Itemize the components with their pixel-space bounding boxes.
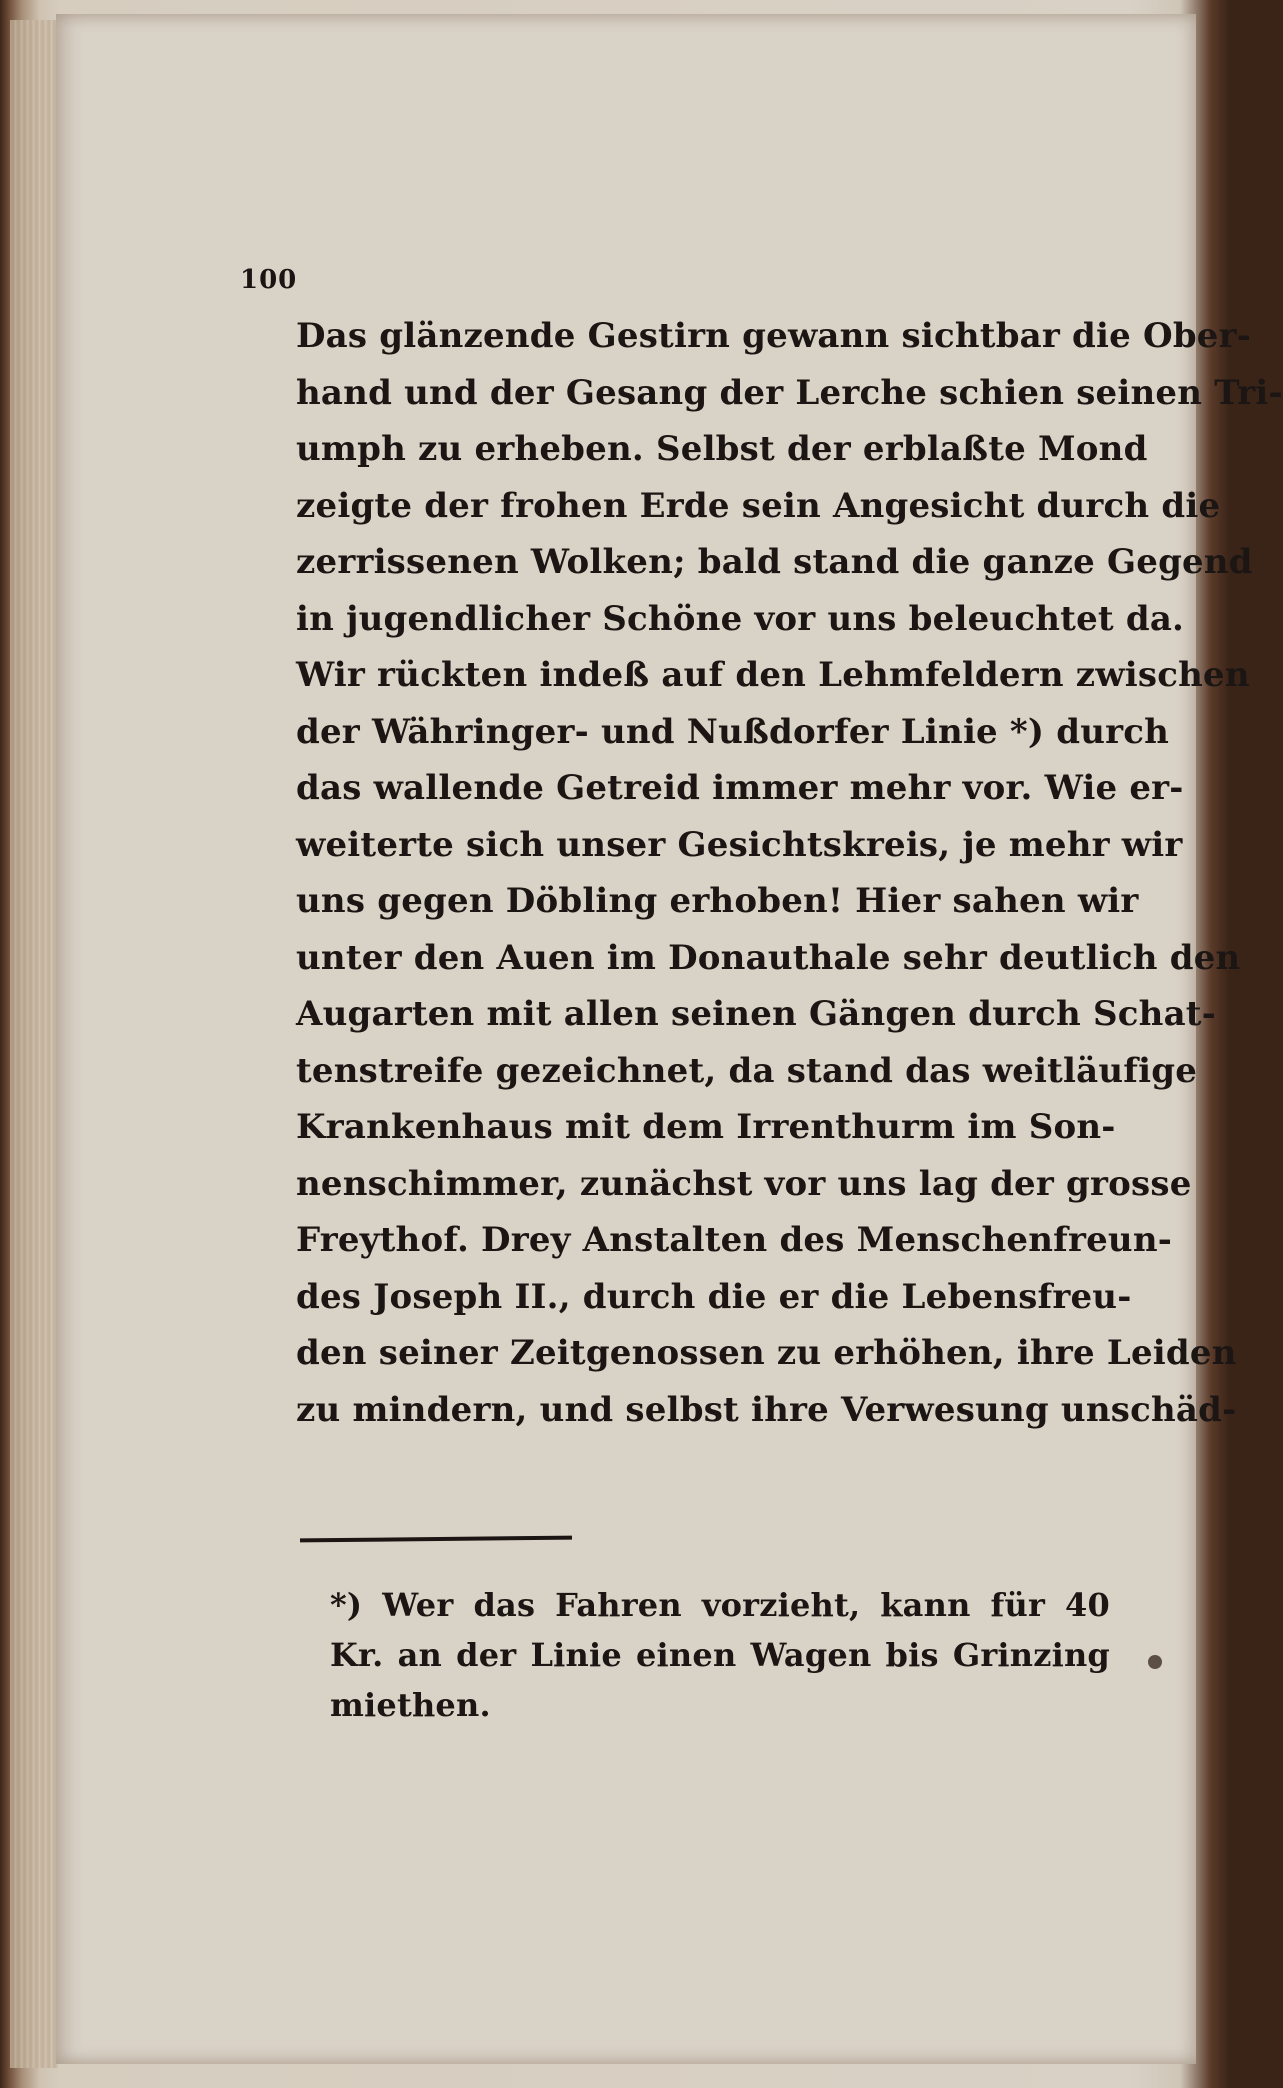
text-line: zu mindern, und selbst ihre Verwesung unschäd- — [296, 1389, 1237, 1430]
footnote — [330, 1580, 1110, 1730]
text-line: nenschimmer, zunächst vor uns lag der grosse — [296, 1163, 1192, 1204]
text-line: zerrissenen Wolken; bald stand die ganze Gegend — [296, 542, 1253, 582]
text-line: unter den Auen im Donauthale sehr deutlich den — [296, 937, 1241, 978]
footnote-line: Kr. an der Linie einen Wagen bis Grinzing — [330, 1636, 1110, 1674]
text-line: den seiner Zeitgenossen zu erhöhen, ihre Leiden — [296, 1333, 1237, 1373]
page-number: 100 — [240, 265, 298, 295]
text-line: des Joseph II., durch die er die Lebensfreu- — [296, 1276, 1132, 1317]
text-line: Das glänzende Gestirn gewann sichtbar die Ober- — [296, 316, 1252, 356]
text-line: hand und der Gesang der Lerche schien seinen Tri- — [296, 372, 1283, 413]
text-line: in jugendlicher Schöne vor uns beleuchtet da. — [296, 598, 1185, 639]
text-line: weiterte sich unser Gesichtskreis, je mehr wir — [296, 824, 1183, 865]
text-line: uns gegen Döbling erhoben! Hier sahen wir — [296, 881, 1139, 921]
text-line: umph zu erheben. Selbst der erblaßte Mond — [296, 429, 1148, 469]
body-text — [296, 308, 1283, 1438]
page-edges — [10, 20, 58, 2068]
ink-spot — [1148, 1655, 1162, 1669]
text-line: Freythof. Drey Anstalten des Menschenfreun- — [296, 1220, 1173, 1260]
text-line: der Währinger- und Nußdorfer Linie *) durch — [296, 711, 1170, 752]
text-line: das wallende Getreid immer mehr vor. Wie er- — [296, 768, 1184, 808]
footnote-line: *) Wer das Fahren vorzieht, kann für 40 — [330, 1586, 1110, 1624]
text-line: Krankenhaus mit dem Irrenthurm im Son- — [296, 1107, 1116, 1147]
text-line: Wir rückten indeß auf den Lehmfeldern zwischen — [296, 655, 1250, 695]
footnote-line: miethen. — [330, 1686, 491, 1724]
text-line: tenstreife gezeichnet, da stand das weitläufige — [296, 1050, 1198, 1091]
text-line: Augarten mit allen seinen Gängen durch Schat- — [296, 994, 1217, 1034]
text-line: zeigte der frohen Erde sein Angesicht durch die — [296, 485, 1221, 526]
